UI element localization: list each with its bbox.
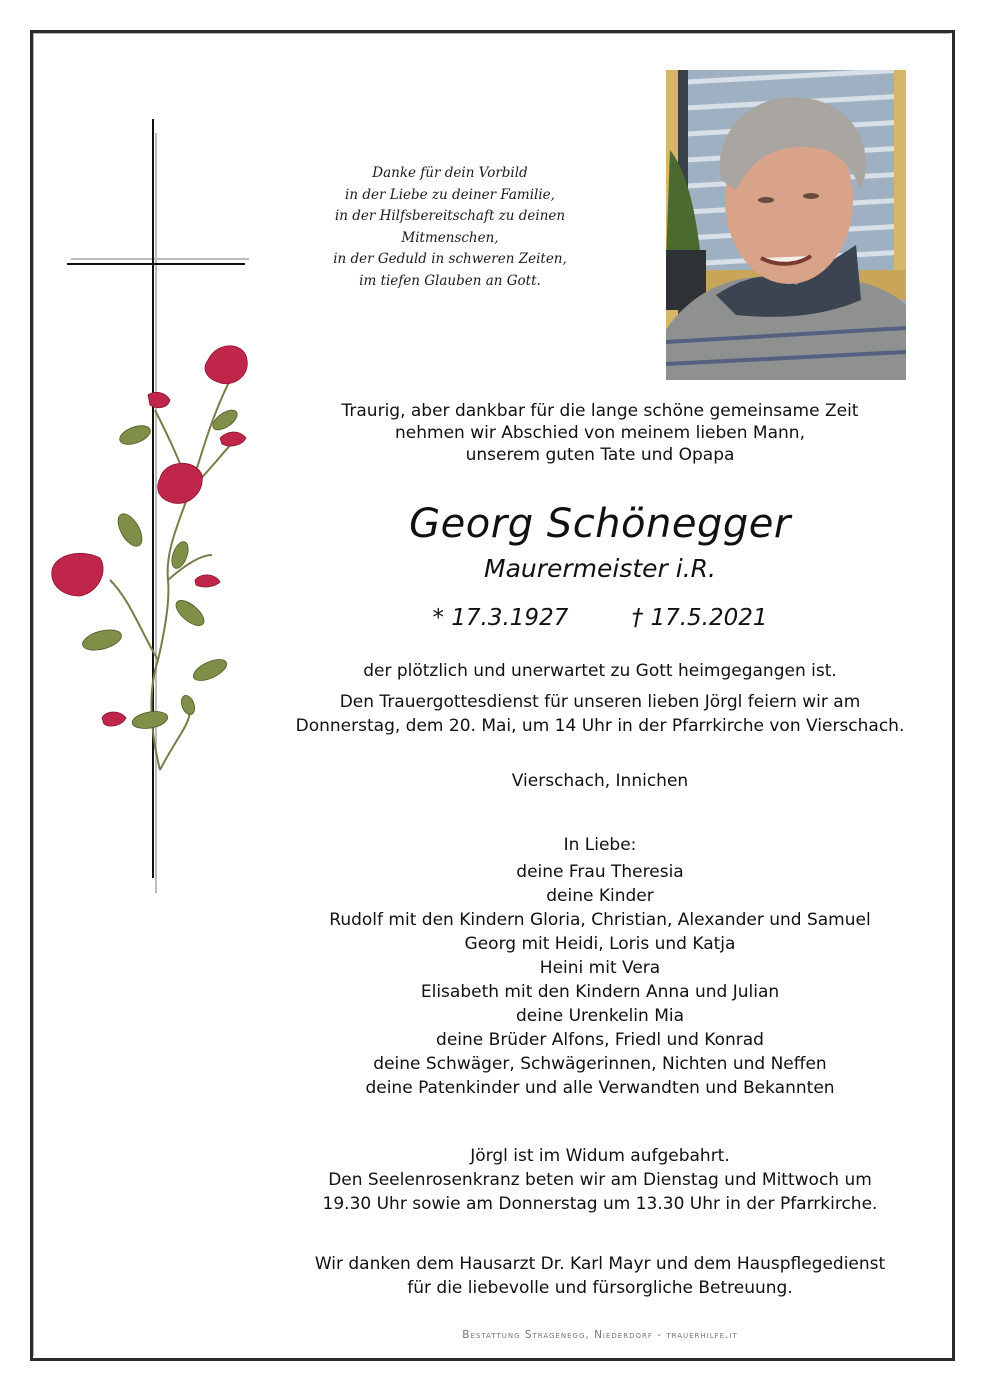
mourner-line: Elisabeth mit den Kindern Anna und Julian (420, 982, 780, 1002)
places: Vierschach, Innichen (511, 771, 689, 791)
rose-vine-icon (40, 330, 270, 780)
leaf (117, 422, 153, 448)
death-note: der plötzlich und unerwartet zu Gott heimgegangen ist. (363, 661, 837, 681)
mourner-line: deine Urenkelin Mia (515, 1006, 685, 1026)
service-line: Den Trauergottesdienst für unseren lieben Jörgl feiern wir am (339, 692, 861, 712)
thanks-text (270, 1252, 930, 1300)
portrait-photo (666, 70, 906, 380)
mourner-line: deine Frau Theresia (516, 862, 684, 882)
mourner-line: deine Patenkinder und alle Verwandten und Bekannten (365, 1078, 835, 1098)
intro-line: unserem guten Tate und Opapa (465, 445, 735, 465)
rose-stem-left (110, 580, 158, 660)
thanks-line: für die liebevolle und fürsorgliche Betreuung. (407, 1278, 793, 1298)
rose-bud (220, 432, 246, 446)
leaf (172, 596, 208, 630)
poem-line: in der Geduld in schweren Zeiten, (333, 251, 567, 267)
mourners-title: In Liebe: (563, 835, 637, 855)
intro-line: nehmen wir Abschied von meinem lieben Mann, (395, 423, 805, 443)
death-date: † 17.5.2021 (631, 605, 768, 631)
wake-text (270, 1144, 930, 1216)
rose-bud (148, 392, 170, 407)
cross-horizontal-beam (67, 263, 245, 265)
mourners-list (270, 860, 930, 1100)
funeral-service-text (270, 690, 930, 738)
portrait-image (666, 70, 906, 380)
wake-line: 19.30 Uhr sowie am Donnerstag um 13.30 Uhr in der Pfarrkirche. (322, 1194, 878, 1214)
rose-blossom (52, 553, 103, 596)
cross-horizontal-shadow (71, 258, 249, 260)
rose-bud (195, 575, 220, 587)
rose-blossom (205, 346, 247, 384)
intro-line: Traurig, aber dankbar für die lange schöne gemeinsame Zeit (341, 401, 859, 421)
life-dates (270, 603, 930, 633)
leaf (210, 406, 241, 434)
mourner-line: deine Schwäger, Schwägerinnen, Nichten und Neffen (373, 1054, 827, 1074)
leaf (179, 694, 197, 717)
poem-line: Danke für dein Vorbild (372, 165, 528, 181)
leaf (190, 655, 229, 685)
mourner-line: deine Kinder (546, 886, 654, 906)
memorial-poem (290, 163, 610, 292)
birth-date: * 17.3.1927 (432, 605, 569, 631)
leaf (131, 709, 169, 731)
mourner-line: Heini mit Vera (539, 958, 661, 978)
intro-text (270, 400, 930, 466)
rose-bud (102, 712, 126, 726)
funeral-home-footer: Bestattung Stragenegg, Niederdorf - trauerhilfe.it (462, 1329, 738, 1341)
poem-line: in der Liebe zu deiner Familie, (345, 186, 555, 203)
wake-line: Den Seelenrosenkranz beten wir am Dienstag und Mittwoch um (328, 1170, 872, 1190)
thanks-line: Wir danken dem Hausarzt Dr. Karl Mayr und dem Hauspflegedienst (314, 1254, 886, 1274)
leaf (113, 510, 147, 550)
deceased-name: Georg Schönegger (409, 501, 791, 547)
leaf (80, 626, 123, 654)
service-line: Donnerstag, dem 20. Mai, um 14 Uhr in der Pfarrkirche von Vierschach. (295, 716, 905, 736)
wake-line: Jörgl ist im Widum aufgebahrt. (470, 1146, 730, 1166)
poem-line: in der Hilfsbereitschaft zu deinen Mitmenschen, (334, 208, 566, 246)
mourner-line: deine Brüder Alfons, Friedl und Konrad (436, 1030, 764, 1050)
deceased-profession: Maurermeister i.R. (484, 554, 716, 583)
mourner-line: Georg mit Heidi, Loris und Katja (464, 934, 736, 954)
mourner-line: Rudolf mit den Kindern Gloria, Christian, Alexander und Samuel (329, 910, 871, 930)
rose-blossom (158, 463, 203, 503)
poem-line: im tiefen Glauben an Gott. (359, 272, 541, 289)
